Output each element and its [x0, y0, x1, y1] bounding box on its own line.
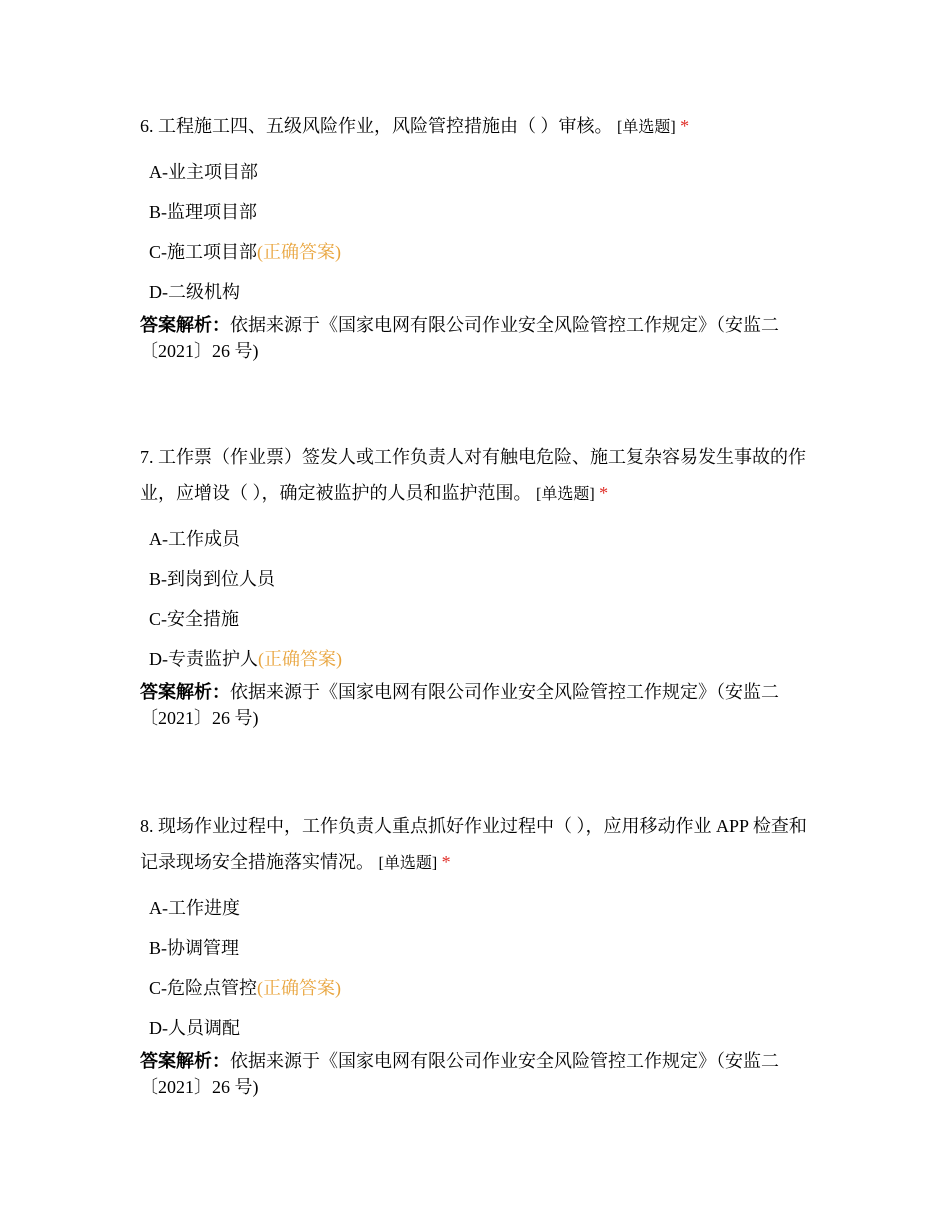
question-title: [140, 808, 815, 882]
option-text: C-施工项目部: [149, 242, 257, 262]
required-marker: *: [599, 483, 609, 503]
analysis-text: 依据来源于《国家电网有限公司作业安全风险管控工作规定》（安监二〔2021〕26 号): [140, 682, 779, 728]
option-d: [140, 639, 815, 679]
analysis-label: 答案解析：: [140, 682, 230, 702]
option-a: [140, 152, 815, 192]
analysis-label: 答案解析：: [140, 315, 230, 335]
correct-answer-mark: (正确答案): [258, 649, 342, 669]
options-list: [140, 519, 815, 679]
option-text: D-人员调配: [149, 1018, 240, 1038]
option-a: [140, 519, 815, 559]
question-type-tag: [单选题]: [536, 486, 595, 503]
question-8: [140, 808, 815, 1100]
option-a: [140, 888, 815, 928]
answer-analysis: [140, 312, 815, 364]
question-type-tag: [单选题]: [378, 855, 438, 872]
option-d: [140, 272, 815, 312]
question-type-tag: [单选题]: [617, 119, 676, 136]
options-list: [140, 888, 815, 1048]
option-text: B-协调管理: [149, 938, 239, 958]
question-text: 现场作业过程中，工作负责人重点抓好作业过程中（ ），应用移动作业 APP 检查和记录现场安全措施落实情况。: [140, 816, 807, 872]
analysis-label: 答案解析：: [140, 1051, 230, 1071]
answer-analysis: [140, 679, 815, 731]
answer-analysis: [140, 1048, 815, 1100]
option-d: [140, 1008, 815, 1048]
option-text: A-业主项目部: [149, 162, 258, 182]
option-text: C-安全措施: [149, 609, 239, 629]
options-list: [140, 152, 815, 312]
option-c: [140, 599, 815, 639]
question-6: [140, 108, 815, 364]
option-text: B-监理项目部: [149, 202, 257, 222]
option-text: A-工作进度: [149, 898, 240, 918]
question-7: [140, 439, 815, 731]
question-number: 6.: [140, 116, 154, 136]
option-b: [140, 559, 815, 599]
analysis-text: 依据来源于《国家电网有限公司作业安全风险管控工作规定》（安监二〔2021〕26 号): [140, 1051, 779, 1097]
required-marker: *: [680, 116, 690, 136]
option-text: B-到岗到位人员: [149, 569, 275, 589]
option-text: D-二级机构: [149, 282, 240, 302]
correct-answer-mark: (正确答案): [257, 242, 341, 262]
option-text: D-专责监护人: [149, 649, 258, 669]
correct-answer-mark: (正确答案): [257, 978, 341, 998]
option-text: A-工作成员: [149, 529, 240, 549]
question-text: 工程施工四、五级风险作业，风险管控措施由（ ）审核。: [158, 116, 613, 136]
question-number: 8.: [140, 816, 154, 836]
option-text: C-危险点管控: [149, 978, 257, 998]
option-b: [140, 192, 815, 232]
option-c: [140, 232, 815, 272]
option-c: [140, 968, 815, 1008]
question-number: 7.: [140, 447, 154, 467]
analysis-text: 依据来源于《国家电网有限公司作业安全风险管控工作规定》（安监二〔2021〕26 号): [140, 315, 779, 361]
question-text: 工作票（作业票）签发人或工作负责人对有触电危险、施工复杂容易发生事故的作业，应增设（ ），确定被监护的人员和监护范围。: [140, 447, 806, 503]
option-b: [140, 928, 815, 968]
question-title: [140, 108, 815, 146]
required-marker: *: [441, 852, 451, 872]
question-title: [140, 439, 815, 513]
